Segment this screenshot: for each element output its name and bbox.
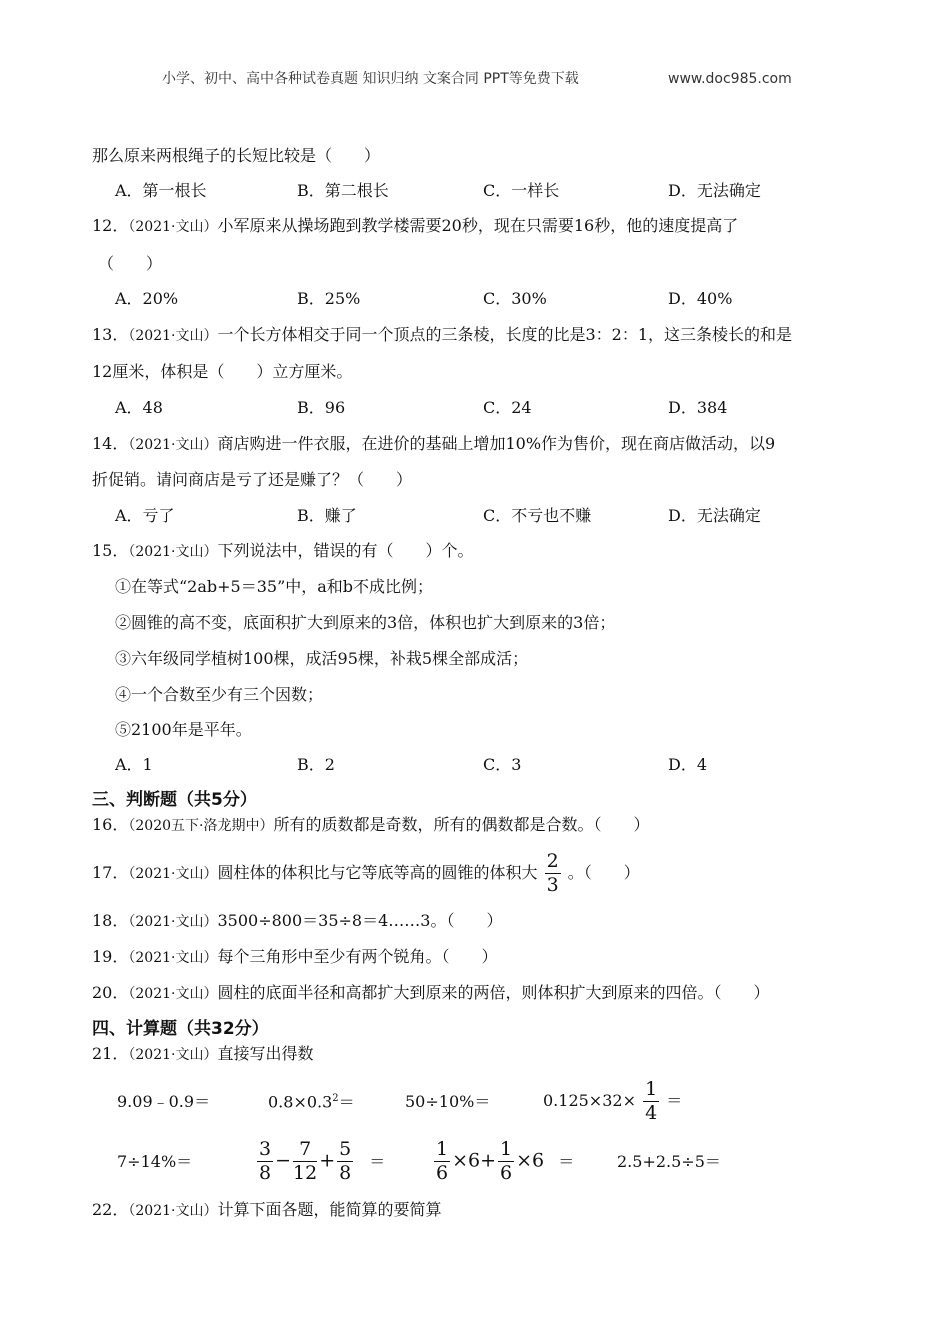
q18-stem: 3500÷800＝35÷8＝4……3。（ ） (217, 911, 503, 930)
header-url[interactable]: www.doc985.com (668, 71, 792, 87)
q11-option-c: C．一样长 (483, 181, 560, 200)
question-17 (92, 852, 640, 895)
q13-source: （2021·文山） (128, 328, 218, 344)
question-22 (92, 1202, 441, 1218)
q21-expr-7-den-1: 6 (436, 1162, 449, 1184)
q15-statement-2: ②圆锥的高不变，底面积扩大到原来的3倍，体积也扩大到原来的3倍； (115, 613, 616, 632)
q12-option-a: A．20% (115, 289, 179, 308)
q21-expr-1: 9.09﹣0.9＝ (117, 1092, 211, 1111)
q15-statement-3: ③六年级同学植树100棵，成活95棵，补栽5棵全部成活； (115, 649, 529, 668)
q12-option-b: B．25% (297, 289, 361, 308)
q21-expr-2-tail: ＝ (338, 1092, 355, 1112)
q21-expr-6-frac-3 (337, 1140, 353, 1183)
q21-expr-6-num-2: 7 (293, 1140, 317, 1162)
q21-expr-6-tail: ＝ (369, 1151, 386, 1171)
q13-option-a: A．48 (115, 398, 163, 417)
q11-stem: 那么原来两根绳子的长短比较是（ ） (92, 146, 381, 165)
q17-number: 17． (92, 863, 129, 882)
q14-number: 14． (92, 434, 129, 453)
q22-stem: 计算下面各题，能简算的要简算 (217, 1200, 442, 1219)
q18-number: 18． (92, 911, 129, 930)
q13-stem: 一个长方体相交于同一个顶点的三条棱，长度的比是3：2：1，这三条棱长的和是 (217, 325, 793, 344)
q21-expr-5: 7÷14%＝ (117, 1152, 193, 1171)
question-12 (92, 218, 738, 234)
q21-expr-4-den: 4 (645, 1102, 658, 1124)
q15-option-b: B．2 (297, 755, 335, 774)
q21-expr-6 (255, 1140, 385, 1183)
q21-expr-7-tail: ＝ (558, 1151, 575, 1171)
q17-stem: 圆柱体的体积比与它等底等高的圆锥的体积大 (217, 863, 538, 882)
q15-option-a: A．1 (115, 755, 153, 774)
q20-stem: 圆柱的底面半径和高都扩大到原来的两倍，则体积扩大到原来的四倍。（ ） (217, 983, 770, 1002)
q21-expr-7-mid-2: ×6 (516, 1149, 545, 1172)
q17-fraction (545, 852, 561, 895)
q21-expr-7-den-2: 6 (500, 1162, 513, 1184)
q19-number: 19． (92, 947, 129, 966)
q21-number: 21． (92, 1044, 129, 1063)
q19-source: （2021·文山） (128, 950, 218, 966)
question-20 (92, 985, 769, 1001)
q21-expr-4-num: 1 (645, 1078, 658, 1100)
q15-statement-4: ④一个合数至少有三个因数； (115, 685, 324, 704)
q14-option-b: B．赚了 (297, 506, 357, 525)
question-21 (92, 1046, 313, 1062)
q22-number: 22． (92, 1200, 129, 1219)
q21-expr-4 (543, 1080, 682, 1123)
q21-expr-4-tail: ＝ (666, 1091, 683, 1110)
q11-option-d: D．无法确定 (668, 181, 761, 200)
q13-option-c: C．24 (483, 398, 532, 417)
q21-expr-7-mid-1: ×6+ (452, 1149, 497, 1172)
q21-expr-6-op-2: + (319, 1149, 336, 1172)
section-title-calculation: 四、计算题（共32分） (92, 1019, 269, 1039)
q21-expr-4-fraction (643, 1080, 659, 1123)
q21-expr-6-num-1: 3 (259, 1138, 272, 1160)
q15-statement-1: ①在等式“2ab+5＝35”中，a和b不成比例； (115, 577, 434, 596)
q15-number: 15． (92, 541, 129, 560)
q11-option-a: A．第一根长 (115, 181, 207, 200)
q13-number: 13． (92, 325, 129, 344)
q21-expr-2-base: 0.8×0.3 (268, 1092, 333, 1112)
q15-stem: 下列说法中，错误的有（ ）个。 (217, 541, 474, 560)
q15-statement-5: ⑤2100年是平年。 (115, 720, 252, 739)
q21-expr-7-frac-1 (434, 1140, 450, 1183)
q21-expr-6-den-1: 8 (259, 1162, 272, 1184)
q12-stem-cont: （ ） (98, 254, 163, 273)
q21-expr-6-frac-2 (293, 1140, 317, 1183)
q21-expr-7-frac-2 (498, 1140, 514, 1183)
q18-source: （2021·文山） (128, 914, 218, 930)
q12-source: （2021·文山） (128, 219, 218, 235)
question-18 (92, 913, 502, 929)
q14-source: （2021·文山） (128, 437, 218, 453)
header-text: 小学、初中、高中各种试卷真题 知识归纳 文案合同 PPT等免费下载 (162, 71, 579, 87)
q14-stem-cont: 折促销。请问商店是亏了还是赚了？（ ） (92, 470, 413, 489)
q21-expr-7-num-2: 1 (500, 1138, 513, 1160)
q21-expr-7-num-1: 1 (436, 1138, 449, 1160)
question-14 (92, 436, 775, 452)
question-19 (92, 949, 497, 965)
question-15 (92, 543, 473, 559)
q21-expr-6-num-3: 5 (339, 1138, 352, 1160)
q12-option-d: D．40% (668, 289, 733, 308)
q14-option-c: C．不亏也不赚 (483, 506, 592, 525)
q13-stem-cont: 12厘米，体积是（ ）立方厘米。 (92, 362, 353, 381)
q22-source: （2021·文山） (128, 1203, 218, 1219)
q21-expr-3: 50÷10%＝ (405, 1092, 491, 1111)
q21-expr-7 (432, 1140, 574, 1183)
q16-number: 16． (92, 815, 129, 834)
q21-expr-2-exp: 2 (332, 1093, 339, 1104)
q11-option-b: B．第二根长 (297, 181, 389, 200)
q12-number: 12． (92, 216, 129, 235)
q16-source: （2020五下·洛龙期中） (128, 818, 274, 834)
q21-stem: 直接写出得数 (217, 1044, 314, 1063)
q17-frac-denominator: 3 (546, 874, 559, 896)
q21-expr-6-op-1: − (275, 1149, 292, 1172)
q15-option-c: C．3 (483, 755, 522, 774)
q12-stem: 小军原来从操场跑到教学楼需要20秒，现在只需要16秒，他的速度提高了 (217, 216, 739, 235)
q12-option-c: C．30% (483, 289, 547, 308)
q15-source: （2021·文山） (128, 544, 218, 560)
q21-expr-6-den-2: 12 (293, 1162, 318, 1184)
q14-option-a: A．亏了 (115, 506, 175, 525)
q17-source: （2021·文山） (128, 866, 218, 882)
question-16 (92, 817, 649, 833)
q17-tail: 。（ ） (567, 863, 640, 882)
q14-stem: 商店购进一件衣服，在进价的基础上增加10%作为售价，现在商店做活动，以9 (217, 434, 776, 453)
q14-option-d: D．无法确定 (668, 506, 761, 525)
q20-source: （2021·文山） (128, 986, 218, 1002)
q13-option-b: B．96 (297, 398, 346, 417)
q15-option-d: D．4 (668, 755, 708, 774)
q21-expr-4-pre: 0.125×32× (543, 1091, 636, 1110)
q19-stem: 每个三角形中至少有两个锐角。（ ） (217, 947, 498, 966)
q21-expr-6-den-3: 8 (339, 1162, 352, 1184)
q21-expr-2 (268, 1094, 355, 1110)
q20-number: 20． (92, 983, 129, 1002)
question-13 (92, 327, 792, 343)
section-title-judgement: 三、判断题（共5分） (92, 790, 257, 810)
q21-expr-8: 2.5+2.5÷5＝ (617, 1152, 721, 1171)
q16-stem: 所有的质数都是奇数，所有的偶数都是合数。（ ） (273, 815, 650, 834)
q13-option-d: D．384 (668, 398, 728, 417)
q17-frac-numerator: 2 (546, 850, 559, 872)
q21-expr-6-frac-1 (257, 1140, 273, 1183)
q21-source: （2021·文山） (128, 1047, 218, 1063)
